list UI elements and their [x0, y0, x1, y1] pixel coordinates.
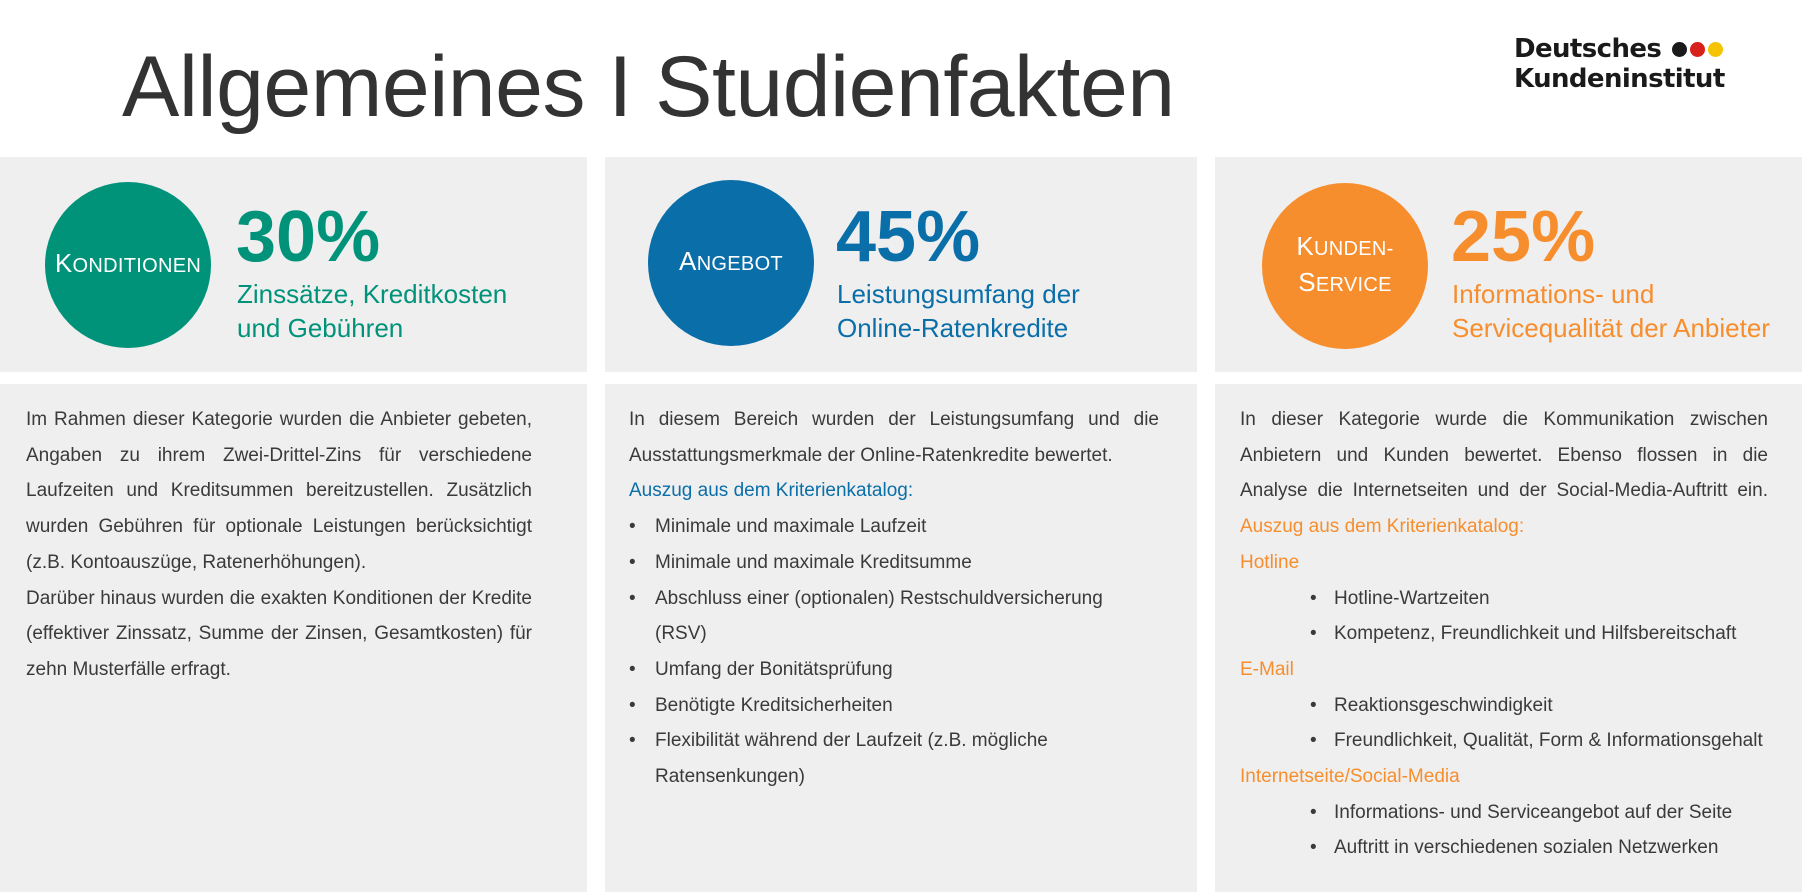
logo-dot-black	[1672, 42, 1687, 57]
angebot-description: In diesem Bereich wurden der Leistungsumfang und die Ausstattungsmerkmale der Online-Ratenkredite bewertet. Auszug aus dem Kriterienkatalog: • Minimale und maximale Laufzeit • Minimale und maximale Kreditsumme • Abschluss einer (optionalen) Restschuldversicherung (RSV) • Umfang der Bonitätsprüfung • Benötigte Kreditsicherheiten • Flexibilität während der Laufzeit (z.B. mögliche Ratensenkungen)	[629, 402, 1159, 795]
konditionen-percent: 30%	[236, 197, 381, 277]
group-heading-internet: Internetseite/Social-Media	[1240, 766, 1460, 788]
logo-text-line1: Deutsches	[1514, 34, 1662, 64]
list-item: • Benötigte Kreditsicherheiten	[629, 688, 1159, 724]
angebot-circle: ANGEBOT	[648, 180, 814, 346]
group-heading-email: E-Mail	[1240, 658, 1294, 680]
konditionen-description: Im Rahmen dieser Kategorie wurden die Anbieter gebeten, Angaben zu ihrem Zwei-Drittel-Zins für verschiedene Laufzeiten und Kreditsummen bereitzustellen. Zusätzlich wurden Gebühren für optionale Leistungen berücksichtigt (z.B. Kontoauszüge, Ratenerhöhungen). Darüber hinaus wurden die exakten Konditionen der Kredite (effektiver Zinssatz, Summe der Zinsen, Gesamtkosten) für zehn Musterfälle erfragt.	[26, 409, 532, 680]
list-item: • Kompetenz, Freundlichkeit und Hilfsbereitschaft	[1240, 616, 1768, 652]
logo-dot-yellow	[1708, 42, 1723, 57]
logo-dots	[1669, 42, 1723, 57]
kundenservice-catalog-heading: Auszug aus dem Kriterienkatalog:	[1240, 516, 1525, 538]
angebot-catalog-heading: Auszug aus dem Kriterienkatalog:	[629, 480, 914, 502]
list-item: • Minimale und maximale Laufzeit	[629, 509, 1159, 545]
list-item: • Flexibilität während der Laufzeit (z.B. mögliche	[629, 723, 1159, 759]
angebot-subtitle: Leistungsumfang der Online-Ratenkredite	[837, 279, 1080, 343]
list-item: • Reaktionsgeschwindigkeit	[1240, 688, 1768, 724]
kundenservice-subtitle: Informations- und Servicequalität der Anbieter	[1452, 279, 1770, 343]
logo-dot-red	[1690, 42, 1705, 57]
konditionen-subtitle: Zinssätze, Kreditkosten und Gebühren	[237, 279, 508, 343]
group-heading-hotline: Hotline	[1240, 551, 1300, 573]
list-item: • Auftritt in verschiedenen sozialen Netzwerken	[1240, 830, 1768, 866]
list-item: • Informations- und Serviceangebot auf der Seite	[1240, 795, 1768, 831]
angebot-percent: 45%	[836, 197, 981, 277]
deutsches-kundeninstitut-logo	[1514, 34, 1734, 94]
list-item: • Hotline-Wartzeiten	[1240, 581, 1768, 617]
logo-text-line2: Kundeninstitut	[1514, 64, 1725, 94]
page-title: Allgemeines I Studienfakten	[122, 39, 1175, 135]
list-item-continuation: Ratensenkungen)	[655, 766, 805, 788]
list-item: • Umfang der Bonitätsprüfung	[629, 652, 1159, 688]
list-item: • Minimale und maximale Kreditsumme	[629, 545, 1159, 581]
kundenservice-description: In dieser Kategorie wurde die Kommunikation zwischen Anbietern und Kunden bewertet. Ebenso flossen in die Analyse die Internetseiten und der Social-Media-Auftritt ein. Auszug aus dem Kriterienkatalog: Hotline • Hotline-Wartzeiten • Kompetenz, Freundlichkeit und Hilfsbereitschaft E-Mail • Reaktionsgeschwindigkeit • Freundlichkeit, Qualität, Form & Informationsgehalt Internetseite/Social-Media • Informations- und Serviceangebot auf der Seite • Auftritt in verschiedenen sozialen Netzwerken	[1240, 402, 1768, 866]
konditionen-circle: KONDITIONEN	[45, 182, 211, 348]
kundenservice-percent: 25%	[1451, 197, 1596, 277]
list-item: • Freundlichkeit, Qualität, Form & Informationsgehalt	[1240, 723, 1768, 759]
list-item: • Abschluss einer (optionalen) Restschuldversicherung	[629, 581, 1159, 617]
list-item-continuation: (RSV)	[655, 623, 707, 645]
kundenservice-circle: KUNDEN- SERVICE	[1262, 183, 1428, 349]
